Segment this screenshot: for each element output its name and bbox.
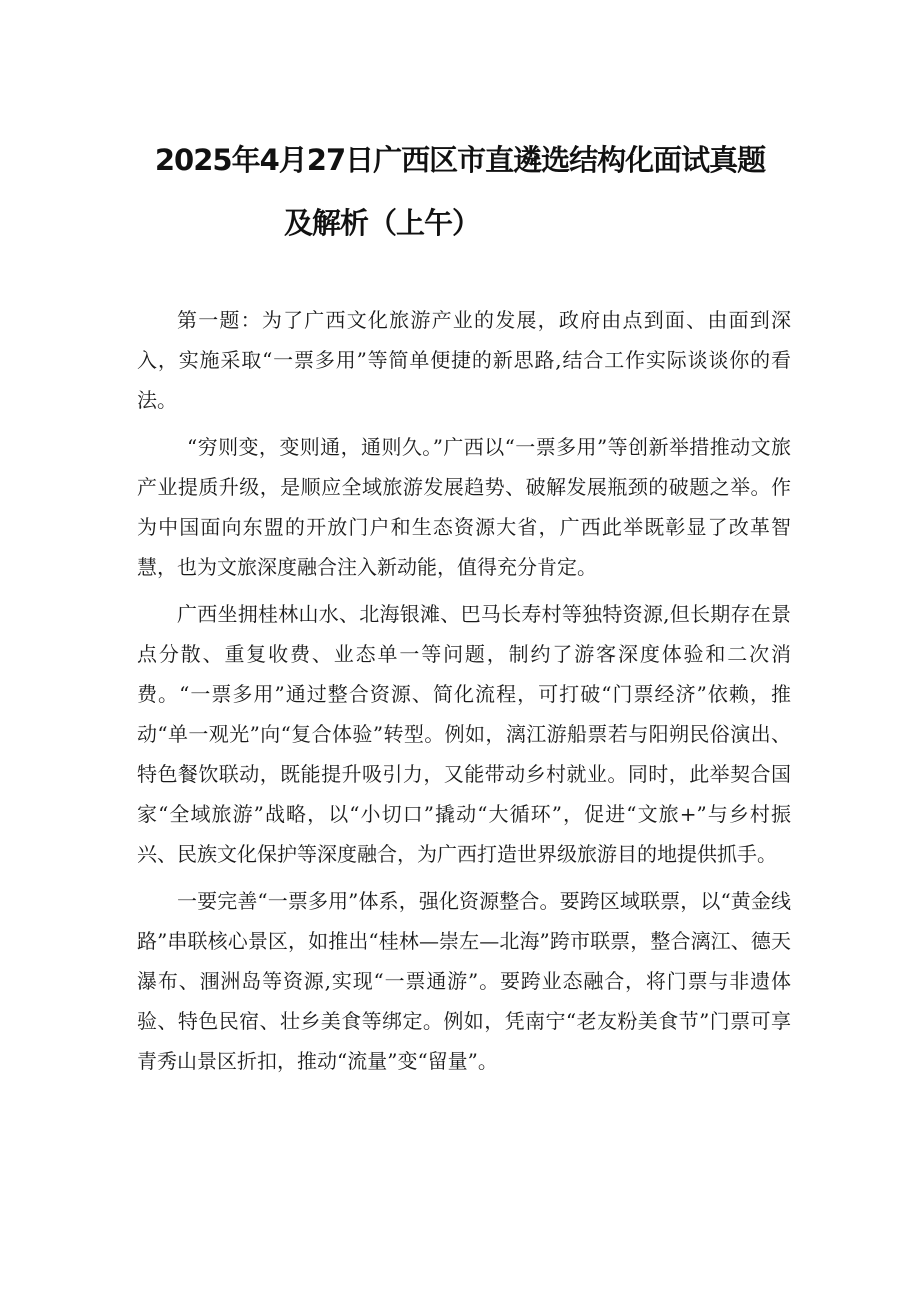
- paragraph-measure-one: 一要完善“一票多用”体系，强化资源整合。要跨区域联票，以“黄金线路”串联核心景区，如推出“桂林—崇左—北海”跨市联票，整合漓江、德天瀑布、涠洲岛等资源,实现“一票通游”。要跨业态融合，将门票与非遗体验、特色民宿、壮乡美食等绑定。例如，凭南宁“老友粉美食节”门票可享青秀山景区折扣，推动“流量”变“留量”。: [137, 889, 791, 1073]
- paragraph-intro: “穷则变，变则通，通则久。”广西以“一票多用”等创新举措推动文旅产业提质升级，是顺应全域旅游发展趋势、破解发展瓶颈的破题之举。作为中国面向东盟的开放门户和生态资源大省，广西此举既彰显了改革智慧，也为文旅深度融合注入新动能，值得充分肯定。: [137, 435, 791, 579]
- document-title-line-2: 及解析（上午）: [284, 206, 481, 240]
- paragraph-question: 第一题：为了广西文化旅游产业的发展，政府由点到面、由面到深入，实施采取“一票多用”等简单便捷的新思路,结合工作实际谈谈你的看法。: [137, 308, 791, 412]
- paragraph-analysis: 广西坐拥桂林山水、北海银滩、巴马长寿村等独特资源,但长期存在景点分散、重复收费、业态单一等问题，制约了游客深度体验和二次消费。“一票多用”通过整合资源、简化流程，可打破“门票经济”依赖，推动“单一观光”向“复合体验”转型。例如，漓江游船票若与阳朔民俗演出、特色餐饮联动，既能提升吸引力，又能带动乡村就业。同时，此举契合国家“全域旅游”战略，以“小切口”撬动“大循环”，促进“文旅+”与乡村振兴、民族文化保护等深度融合，为广西打造世界级旅游目的地提供抓手。: [137, 602, 791, 866]
- document-title-line-1: 2025年4月27日广西区市直遴选结构化面试真题: [154, 143, 766, 177]
- document-body: [137, 300, 791, 1088]
